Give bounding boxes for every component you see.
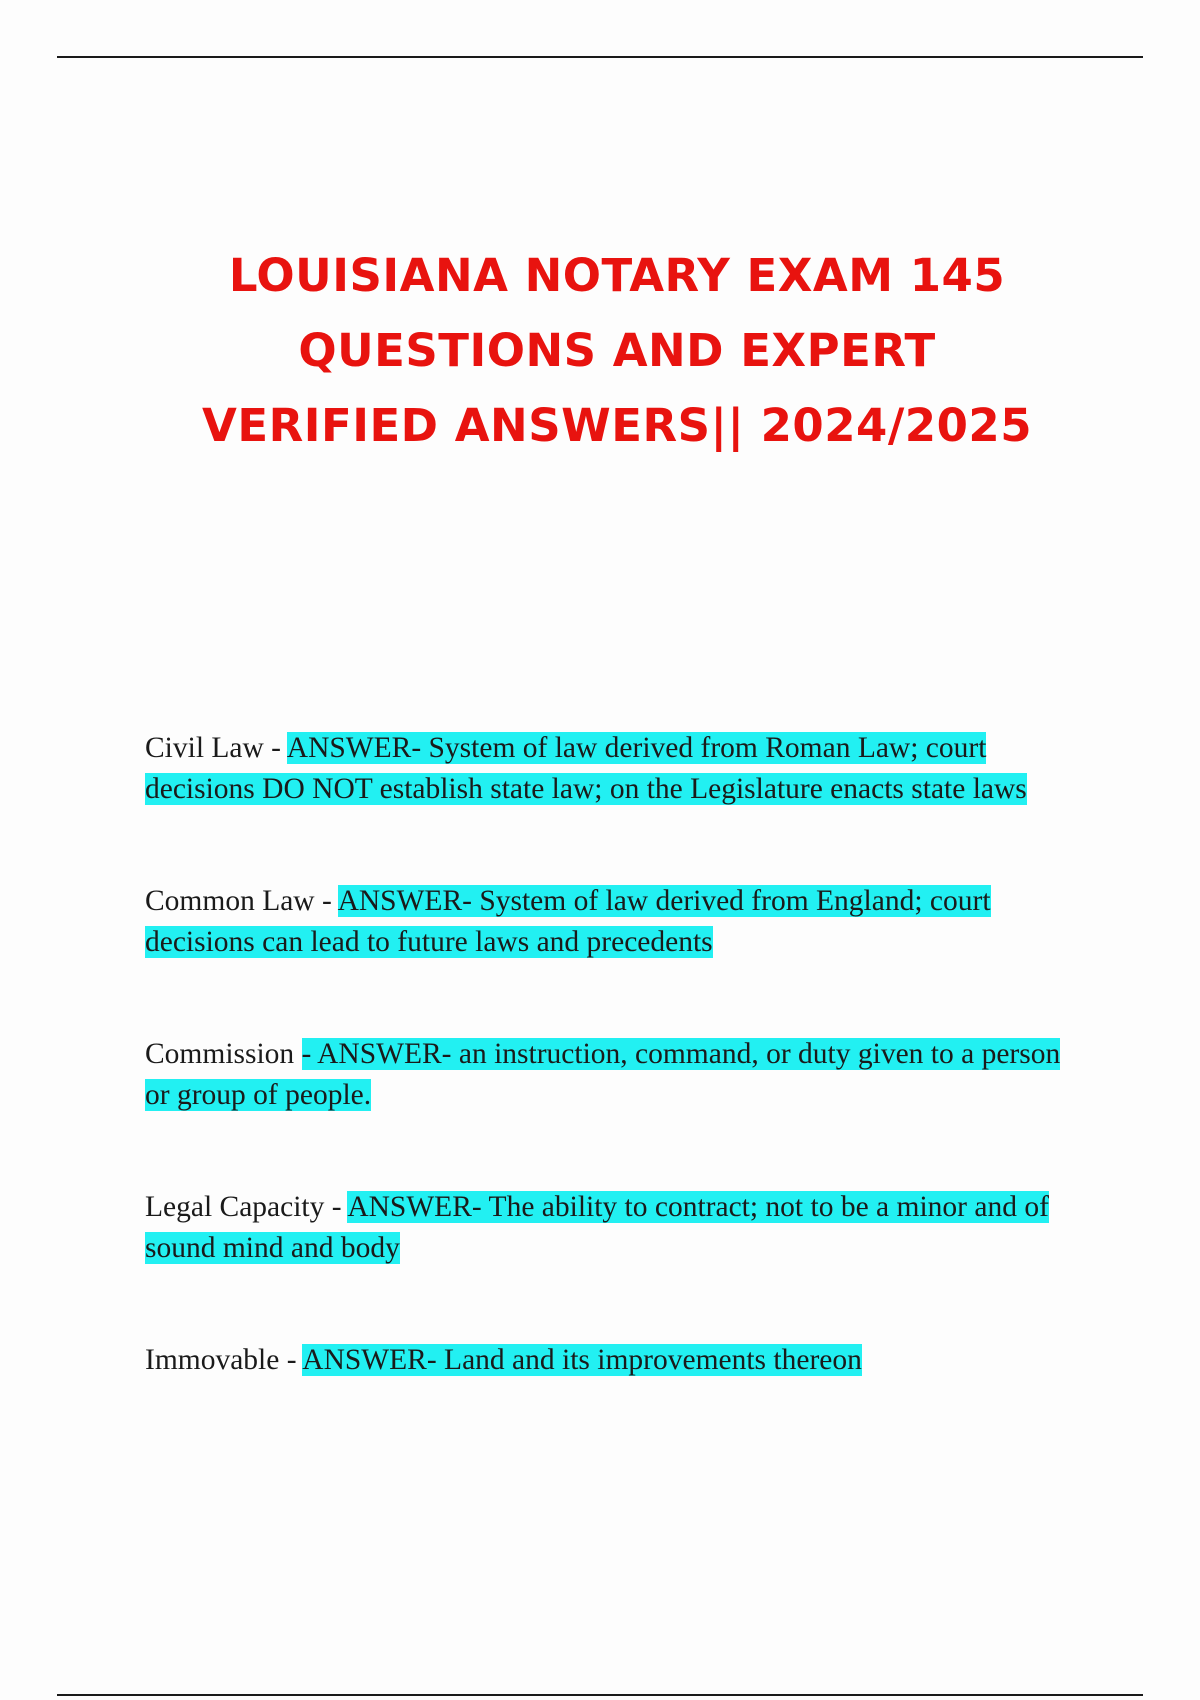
flashcard-term: Civil Law - xyxy=(145,732,287,764)
flashcard-term: Common Law - xyxy=(145,885,338,917)
flashcard-answer: ANSWER- System of law derived from England; court decisions can lead to future laws and precedents xyxy=(145,885,991,958)
flashcard-commission xyxy=(145,1034,1085,1115)
bottom-rule xyxy=(57,1694,1143,1696)
title-line-2: QUESTIONS AND EXPERT xyxy=(298,324,936,377)
flashcard-answer: ANSWER- The ability to contract; not to be a minor and of sound mind and body xyxy=(145,1191,1049,1264)
flashcard-term: Commission xyxy=(145,1038,302,1070)
flashcard-common-law xyxy=(145,881,1085,962)
document-title xyxy=(100,238,1134,463)
top-rule xyxy=(57,56,1143,58)
flashcard-answer: ANSWER- Land and its improvements thereon xyxy=(302,1344,862,1376)
flashcard-answer: ANSWER- System of law derived from Roman Law; court decisions DO NOT establish state law; on the Legislature enacts state laws xyxy=(145,732,1027,805)
flashcard-legal-capacity xyxy=(145,1187,1085,1268)
flashcard-answer: - ANSWER- an instruction, command, or duty given to a person or group of people. xyxy=(145,1038,1061,1111)
flashcard-term: Immovable - xyxy=(145,1344,303,1376)
flashcard-term: Legal Capacity - xyxy=(145,1191,348,1223)
flashcard-civil-law xyxy=(145,728,1085,809)
title-line-3: VERIFIED ANSWERS|| 2024/2025 xyxy=(202,399,1032,452)
flashcard-list xyxy=(145,728,1085,1381)
title-line-1: LOUISIANA NOTARY EXAM 145 xyxy=(228,249,1006,302)
flashcard-immovable xyxy=(145,1340,1085,1381)
